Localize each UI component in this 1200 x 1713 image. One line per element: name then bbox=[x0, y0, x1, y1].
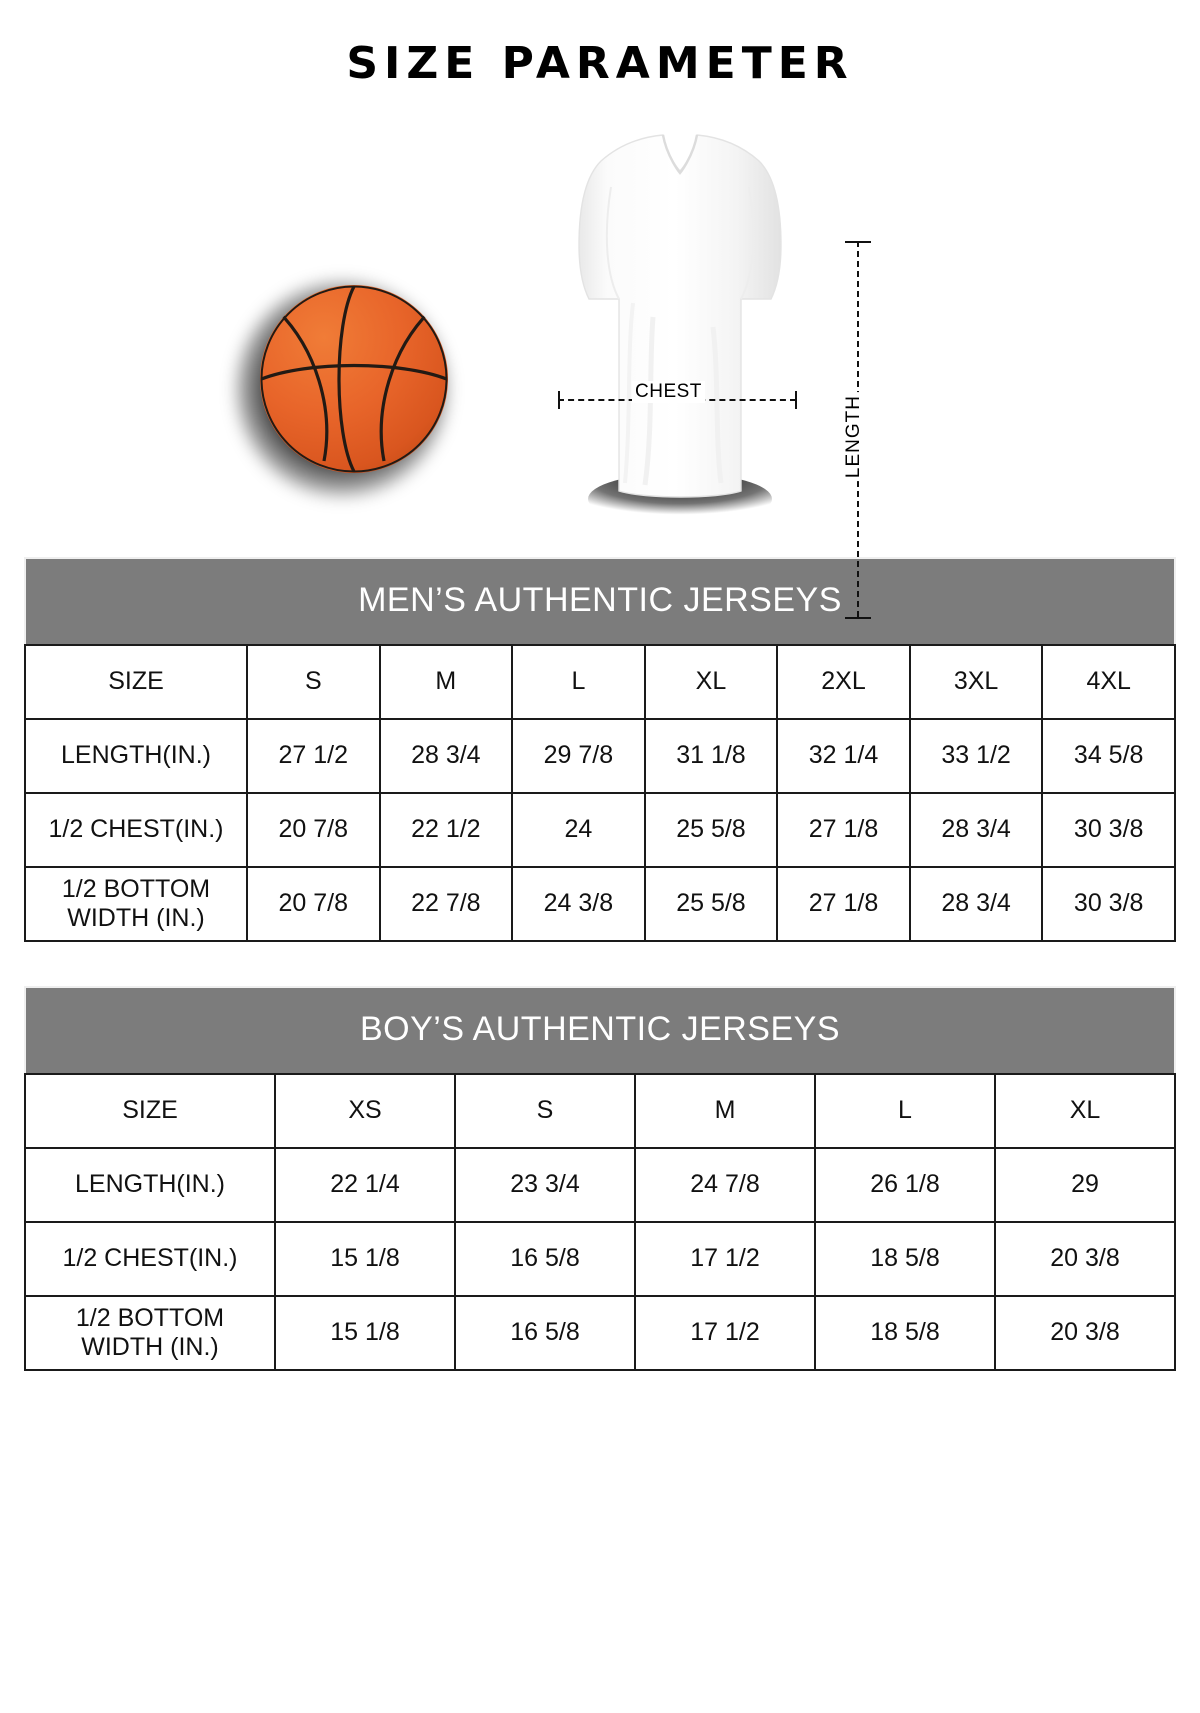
header-cell-l: L bbox=[815, 1074, 995, 1148]
basketball-icon bbox=[260, 285, 448, 473]
header-cell-size: SIZE bbox=[25, 645, 247, 719]
header-cell-m: M bbox=[635, 1074, 815, 1148]
cell-chest-xl: 25 5/8 bbox=[645, 793, 778, 867]
cell-bottom-m: 17 1/2 bbox=[635, 1296, 815, 1370]
boys-size-table bbox=[24, 1073, 1176, 1371]
row-label-half-bottom-width bbox=[25, 867, 247, 941]
cell-bottom-s: 20 7/8 bbox=[247, 867, 380, 941]
cell-bottom-xl: 25 5/8 bbox=[645, 867, 778, 941]
header-cell-4xl: 4XL bbox=[1042, 645, 1175, 719]
cell-length-m: 28 3/4 bbox=[380, 719, 513, 793]
header-cell-3xl: 3XL bbox=[910, 645, 1043, 719]
table-header-row bbox=[25, 645, 1175, 719]
cell-bottom-m: 22 7/8 bbox=[380, 867, 513, 941]
cell-chest-s: 20 7/8 bbox=[247, 793, 380, 867]
cell-length-l: 29 7/8 bbox=[512, 719, 645, 793]
table-row bbox=[25, 867, 1175, 941]
table-row bbox=[25, 793, 1175, 867]
chest-tick-left bbox=[558, 391, 560, 409]
cell-chest-2xl: 27 1/8 bbox=[777, 793, 910, 867]
jersey-illustration bbox=[545, 117, 815, 527]
length-tick-bottom bbox=[845, 617, 871, 619]
cell-chest-l: 18 5/8 bbox=[815, 1222, 995, 1296]
header-cell-xs: XS bbox=[275, 1074, 455, 1148]
row-label-line1: 1/2 BOTTOM bbox=[75, 1304, 225, 1332]
table-row bbox=[25, 1148, 1175, 1222]
cell-length-s: 27 1/2 bbox=[247, 719, 380, 793]
row-label-line2: WIDTH (IN.) bbox=[81, 1333, 219, 1361]
chest-label: CHEST bbox=[632, 381, 705, 403]
cell-bottom-xl: 20 3/8 bbox=[995, 1296, 1175, 1370]
cell-length-m: 24 7/8 bbox=[635, 1148, 815, 1222]
boys-table-title: BOY’S AUTHENTIC JERSEYS bbox=[24, 986, 1176, 1073]
cell-length-3xl: 33 1/2 bbox=[910, 719, 1043, 793]
header-cell-xl: XL bbox=[645, 645, 778, 719]
header-cell-2xl: 2XL bbox=[777, 645, 910, 719]
header-cell-s: S bbox=[455, 1074, 635, 1148]
illustration-area bbox=[0, 109, 1200, 539]
row-label-line1: 1/2 BOTTOM bbox=[61, 875, 211, 903]
length-tick-top bbox=[845, 241, 871, 243]
basketball-illustration bbox=[228, 267, 478, 517]
cell-chest-xl: 20 3/8 bbox=[995, 1222, 1175, 1296]
cell-length-2xl: 32 1/4 bbox=[777, 719, 910, 793]
header-cell-xl: XL bbox=[995, 1074, 1175, 1148]
cell-chest-m: 22 1/2 bbox=[380, 793, 513, 867]
cell-chest-s: 16 5/8 bbox=[455, 1222, 635, 1296]
length-label: LENGTH bbox=[843, 392, 865, 481]
cell-bottom-l: 18 5/8 bbox=[815, 1296, 995, 1370]
row-label-length: LENGTH(IN.) bbox=[25, 1148, 275, 1222]
table-row bbox=[25, 1296, 1175, 1370]
row-label-half-chest: 1/2 CHEST(IN.) bbox=[25, 1222, 275, 1296]
table-row bbox=[25, 1222, 1175, 1296]
mens-table-title: MEN’S AUTHENTIC JERSEYS bbox=[24, 557, 1176, 644]
chest-tick-right bbox=[795, 391, 797, 409]
cell-chest-xs: 15 1/8 bbox=[275, 1222, 455, 1296]
cell-bottom-2xl: 27 1/8 bbox=[777, 867, 910, 941]
cell-bottom-l: 24 3/8 bbox=[512, 867, 645, 941]
boys-size-table-block bbox=[24, 986, 1176, 1371]
cell-bottom-xs: 15 1/8 bbox=[275, 1296, 455, 1370]
page-title: SIZE PARAMETER bbox=[346, 38, 854, 89]
cell-length-xs: 22 1/4 bbox=[275, 1148, 455, 1222]
row-label-half-chest: 1/2 CHEST(IN.) bbox=[25, 793, 247, 867]
cell-length-4xl: 34 5/8 bbox=[1042, 719, 1175, 793]
cell-chest-4xl: 30 3/8 bbox=[1042, 793, 1175, 867]
header-cell-size: SIZE bbox=[25, 1074, 275, 1148]
row-label-line2: WIDTH (IN.) bbox=[67, 904, 205, 932]
header-cell-m: M bbox=[380, 645, 513, 719]
cell-length-l: 26 1/8 bbox=[815, 1148, 995, 1222]
row-label-half-bottom-width bbox=[25, 1296, 275, 1370]
cell-bottom-4xl: 30 3/8 bbox=[1042, 867, 1175, 941]
cell-chest-3xl: 28 3/4 bbox=[910, 793, 1043, 867]
cell-bottom-3xl: 28 3/4 bbox=[910, 867, 1043, 941]
cell-chest-m: 17 1/2 bbox=[635, 1222, 815, 1296]
cell-length-xl: 29 bbox=[995, 1148, 1175, 1222]
cell-bottom-s: 16 5/8 bbox=[455, 1296, 635, 1370]
table-header-row bbox=[25, 1074, 1175, 1148]
mens-size-table bbox=[24, 644, 1176, 942]
header-cell-s: S bbox=[247, 645, 380, 719]
table-row bbox=[25, 719, 1175, 793]
header-cell-l: L bbox=[512, 645, 645, 719]
mens-size-table-block bbox=[24, 557, 1176, 942]
cell-length-xl: 31 1/8 bbox=[645, 719, 778, 793]
cell-length-s: 23 3/4 bbox=[455, 1148, 635, 1222]
cell-chest-l: 24 bbox=[512, 793, 645, 867]
row-label-length: LENGTH(IN.) bbox=[25, 719, 247, 793]
